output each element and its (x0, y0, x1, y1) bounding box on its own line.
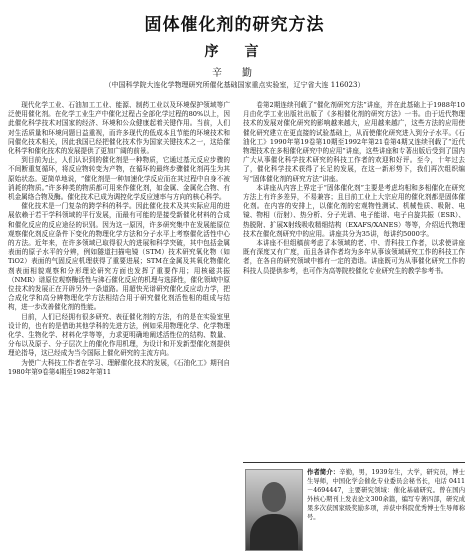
author-photo-head (262, 482, 286, 512)
author-note-divider (243, 462, 465, 463)
author-photo (245, 469, 303, 551)
body-paragraph: 到目前为止，人们认识到的催化剂是一种物质，它通过基元反应步骤的不间断重复循环，将反应物转变为产物，在循环的最终步骤催化剂再生为其原始状态。更简单地说，“催化剂是一种加速化学反应而在其过程中自身不被消耗的物质。”许多种类的物质都可用来作催化剂，如金属、金属化合物、有机金属络合物及酶。催化技术已成为调控化学反应速率与方向的核心科学。 (8, 156, 230, 202)
article-title: 固体催化剂的研究方法 (144, 15, 325, 35)
body-paragraph: 现代化学工业、石油加工工业、能源、制药工业以及环境保护领域等广泛使用催化剂。在化学工业生产中催化过程占全部化学过程的80%以上，因此催化科学技术对国家的经济、环境和公众健康起着关键作用。当前，人们对生活质量和环境问题日益重视，而许多现代的低成本且节能的环境技术和同催化技术相关，因此我国已经把催化技术作为国家关键技术之一，这给催化科学和催化技术的发展提供了更加广阔的前景。 (8, 101, 230, 156)
author-name: 辛 勤 (212, 68, 257, 79)
body-paragraph: 目前，人们已经拥有很多研究、表征催化剂的方法，有的是在实验室里设计的，也有的是借助其他学科的先进方法，例如采用物理化学、化学物理化学、生物化学、材料化学等等，力求更明确地阐述活性位的结构、数量、分布以及原子、分子层次上的催化作用机理，为设计和开发新型催化剂提供理论指导，这已经成为当今国际上催化研究的主流方向。 (8, 312, 230, 358)
author-bio (307, 468, 465, 522)
author-bio-label: 作者简介： (307, 469, 340, 476)
preface-heading: 序 言 (204, 44, 265, 60)
left-column (8, 101, 230, 553)
author-affiliation: （中国科学院大连化学物理研究所催化基础国家重点实验室，辽宁省大连 116023） (104, 81, 365, 89)
body-paragraph: 催化技术是一门复杂的跨学科的科学。因此催化技术及其实际应用的进展依赖于若干学科领域的平行发展，而最有可能的是接受新催化材料的合成和催化反应的反应途径的识别。因为这一原因，许多研究集中在发展能原位观察催化剂反应条件下变化的物理化学方法和分子水平上考察催化活性中心的方法。近年来，在许多领域已取得很大的进展和科学突破，其中包括金属表面的原子水平的分辨，例如隧道扫描电镜（STM）技术研究氧化物（如TiO2）表面的气固反应机理获得了重要进展；STM在金属及其氧化物催化剂表面相貌观察和分形理论研究方面也发挥了重要作用；用核磁共振（NMR）谱原位观察酶活性与沸石催化反应的机理与选择性，催化领域中原位技术的发展正在开辟另外一条道路。用超快光谱研究催化反应动力学，把合成化学和高分辨物理化学方法相结合用于研究催化剂活性相的组成与结构，进一步改善催化剂的性能。 (8, 202, 230, 312)
body-paragraph: 本讲座从内容上界定于“固体催化剂”主要是考虑均相和多相催化在研究方法上有许多差异，不易兼容；且目前工业上大宗应用的催化剂都是固体催化剂。在内容的安排上，以催化剂的宏观物性测试、机械性质、吸附、电镜、物相（衍射）、热分析、分子光谱、电子能谱、电子自旋共振（ESR）、热脱附、扩展X射线吸收精细结构（EXAFS/XANES）等等，介绍近代物理技术在催化剂研究中的应用。讲座共分为35讲，每讲约5000字。 (243, 183, 465, 238)
body-paragraph: 为使广大科技工作者在学习、理解催化技术的发展，《石油化工》期刊自1980年第9卷第4期至1982年第11 (8, 358, 230, 376)
author-bio-text: 辛勤，男，1939年生，大学，研究员，博士生导师，中国化学会催化专业委员会秘书长，电话 0411－4694447，主要研究领域：催化基础研究。曾在国内外核心期刊上发表论文300余篇，编写专著四部，研究成果多次获国家级奖励多项，并获中科院优秀博士生导师称号。 (307, 469, 465, 521)
body-paragraph: 本讲座不但组稿前考虑了本领域的老、中、青科技工作者，以求使讲座既有深度又有广度，而且各讲作者均为多年从事该领域研究工作的科技工作者，在各自的研究领域中都有一定的造诣。讲座既可为从事催化研究工作的科技人员提供参考，也可作为高等院校催化专业研究生的教学参考书。 (243, 239, 465, 275)
right-column (243, 101, 465, 461)
author-photo-body (250, 514, 298, 551)
author-note (243, 466, 465, 554)
body-paragraph: 卷第2期连续刊载了“催化剂研究方法”讲座，并在此基础上于1988年10月由化学工业出版社出版了《多相催化剂的研究方法》一书。由于近代物理技术的发展对催化研究的影响越来越大，应用越来越广，这些方法的应用使催化研究建立在更直接的试验基础上，从而使催化研究进入到分子水平。《石油化工》1990年第19卷第10期至1992年第21卷第4期又连续刊载了“近代物理技术在多相催化研究中的应用”讲座，这些讲座和专著出版后受到了国内广大从事催化科学技术研究的科技工作者的欢迎和好评。至今，十年过去了，催化科学技术获得了长足的发展，在这一新形势下，我们再次组织编写“固体催化剂的研究方法”讲座。 (243, 101, 465, 183)
